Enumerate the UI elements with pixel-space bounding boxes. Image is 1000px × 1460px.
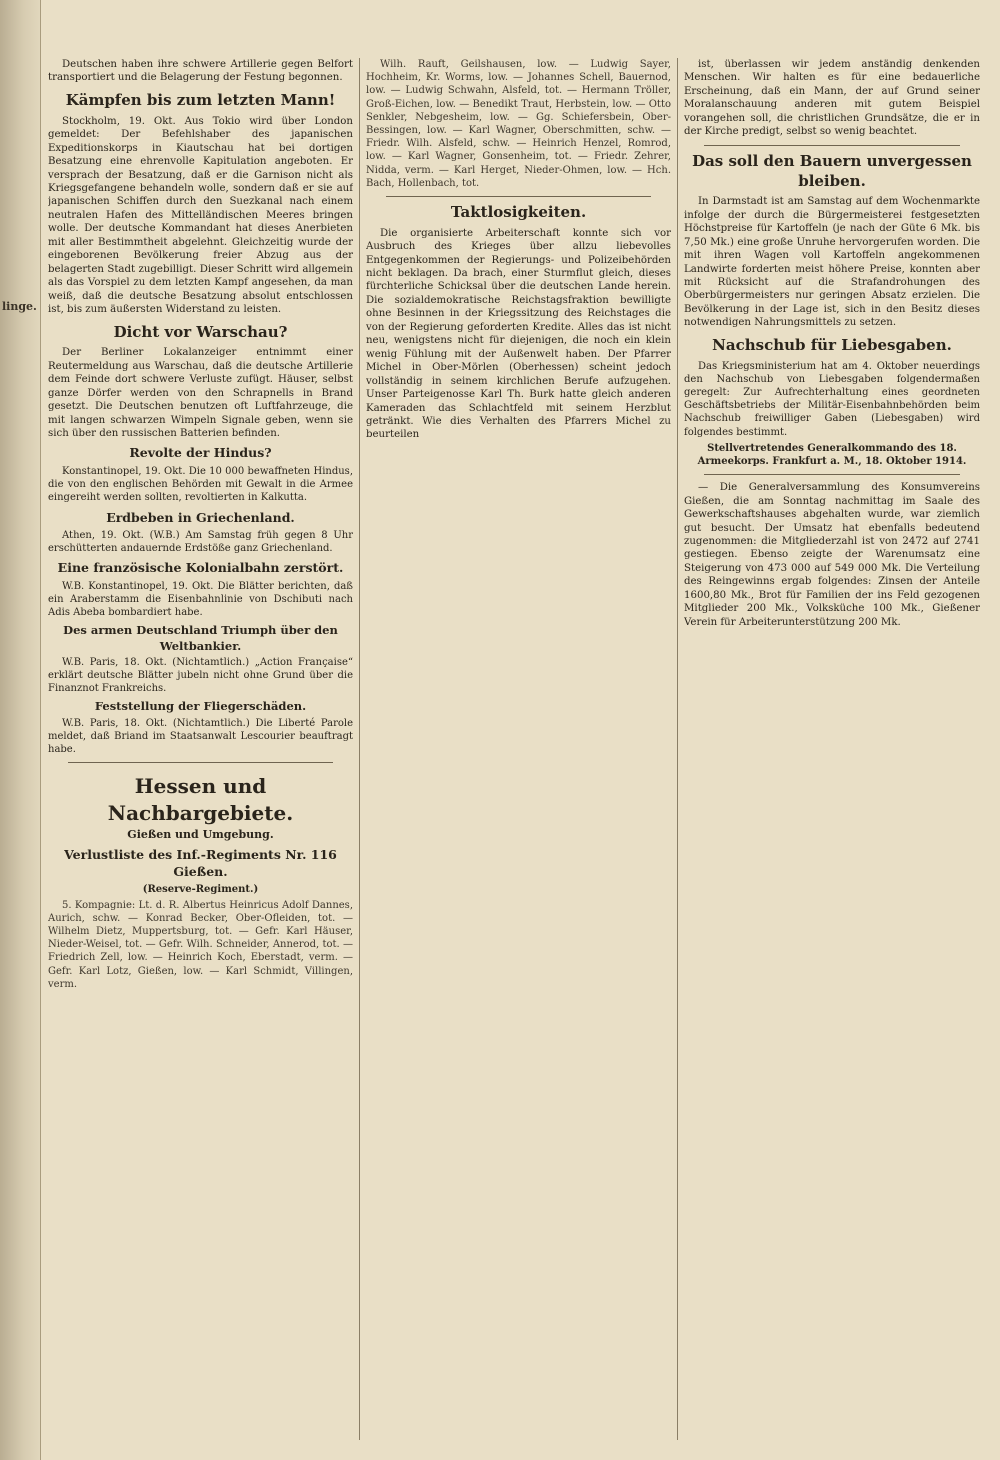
headline-revolte: Revolte der Hindus? — [129, 445, 272, 461]
headline-bauern: Das soll den Bauern unvergessen bleiben. — [692, 151, 972, 190]
article-revolte: Konstantinopel, 19. Okt. Die 10 000 bewaffneten Hindus, die von den englischen Behörden mit Gewalt in die Armee eingereiht werden sollten, revoltierten in Kalkutta. — [48, 465, 353, 504]
article-konsumverein: — Die Generalversammlung des Konsumvereins Gießen, die am Sonntag nachmittag im Saale des Gewerkschaftshauses abgehalten wurde, war ziemlich gut besucht. Der Umsatz hat ebenfalls bedeutend zugenommen: die Mitgliederzahl ist von 2472 auf 2741 gestiegen. Ebenso zeigte der Warenumsatz eine Steigerung von 473 000 auf 549 000 Mk. Die Verteilung des Reingewinns ergab folgendes: Zinsen der Anteile 1600,80 Mk., Brot für Familien der ins Feld gezogenen Mitglieder 200 Mk., Volksküche 100 Mk., Gießener Verein für Arbeiterunterstützung 200 Mk. — [684, 482, 980, 628]
section-divider — [704, 474, 960, 475]
article-continued: ist, überlassen wir jedem anständig denkenden Menschen. Wir halten es für eine bedauerliche Erscheinung, daß ein Mann, der auf Grund seiner Moralanschauung anderen mit gutem Beispiel vorangehen soll, die christlichen Grundsätze, die er in der Kirche predigt, selbst so wenig beachtet. — [684, 59, 980, 138]
headline-nachschub: Nachschub für Liebesgaben. — [712, 335, 952, 354]
column-2 — [366, 58, 671, 1440]
headline-erdbeben: Erdbeben in Griechenland. — [106, 509, 295, 525]
section-divider — [68, 762, 333, 763]
headline-hessen: Hessen und Nachbargebiete. — [107, 774, 294, 825]
subheadline-giessen: Gießen und Umgebung. — [127, 827, 274, 841]
article-taktlosigkeiten: Die organisierte Arbeiterschaft konnte sich vor Ausbruch des Krieges über allzu liebevolles Entgegenkommen der Regierungs- und Polizeibehörden nicht beklagen. Da brach, einer Sturmflut gleich, dieses fürchterliche Schicksal über die deutschen Lande herein. Die sozialdemokratische Reichstagsfraktion bewilligte ohne Besinnen in der Kriegssitzung des Reichstages die von der Regierung geforderten Kredite. Alles das ist nicht neu, wenigstens nicht für diejenigen, die noch ein klein wenig Fühlung mit der Außenwelt haben. Der Pfarrer Michel in Ober-Mörlen (Oberhessen) scheint jedoch vollständig in seinem kirchlichen Berufe aufzugehen. Unser Parteigenosse Karl Th. Burk hatte gleich anderen Kameraden das Schlachtfeld mit seinem Herzblut getränkt. Wie dies Verhalten des Pfarrers Michel zu beurteilen — [366, 227, 671, 441]
headline-flieger: Feststellung der Fliegerschäden. — [94, 699, 307, 714]
article-flieger: W.B. Paris, 18. Okt. (Nichtamtlich.) Die Liberté Parole meldet, daß Briand im Staatsanwalt Lescourier beauftragt habe. — [48, 717, 353, 755]
section-divider — [704, 145, 960, 146]
headline-kaempfen: Kämpfen bis zum letzten Mann! — [65, 90, 336, 109]
article-triumph: W.B. Paris, 18. Okt. (Nichtamtlich.) „Action Française“ erklärt deutsche Blätter jubeln nicht ohne Grund über die Finanznot Frankreichs. — [48, 656, 353, 695]
signature-line: Stellvertretendes Generalkommando des 18. Armeekorps. Frankfurt a. M., 18. Oktober 1914. — [697, 442, 967, 467]
article-erdbeben: Athen, 19. Okt. (W.B.) Am Samstag früh gegen 8 Uhr erschütterten andauernde Erdstöße ganz Griechenland. — [48, 530, 353, 555]
article-kolonialbahn: W.B. Konstantinopel, 19. Okt. Die Blätter berichten, daß ein Araberstamm die Eisenbahnlinie von Dschibuti nach Adis Abeba bombardiert habe. — [48, 580, 353, 619]
article-warschau: Der Berliner Lokalanzeiger entnimmt einer Reutermeldung aus Warschau, daß die deutsche Artillerie dem Feinde dort schwere Verluste zufügt. Häuser, selbst ganze Dörfer werden von den Schrapnells in Brand gesetzt. Die Deutschen benutzen oft Luftfahrzeuge, die mit langen schwarzen Wimpeln Signale geben, wenn sie sich über den russischen Batterien befinden. — [48, 347, 353, 440]
verlustliste-text: 5. Kompagnie: Lt. d. R. Albertus Heinricus Adolf Dannes, Aurich, schw. — Konrad Becker, Ober-Ofleiden, tot. — Wilhelm Dietz, Muppertsburg, tot. — Gefr. Karl Häuser, Nieder-Weisel, tot. — Gefr. Wilh. Schneider, Annerod, tot. — Friedrich Zell, low. — Heinrich Koch, Eberstadt, verm. — Gefr. Karl Lotz, Gießen, low. — Karl Schmidt, Villingen, verm. — [48, 899, 353, 990]
article-bauern: In Darmstadt ist am Samstag auf dem Wochenmarkte infolge der durch die Bürgermeisterei festgesetzten Höchstpreise für Kartoffeln (je nach der Güte 6 Mk. bis 7,50 Mk.) eine große Unruhe hervorgerufen worden. Die mit ihren Wagen voll Kartoffeln angekommenen Landwirte forderten meist höhere Preise, konnten aber mit Rücksicht auf die Strafandrohungen des Oberbürgermeisters nur geringen Absatz erzielen. Die Bevölkerung in der Lage ist, sich in den Besitz dieses notwendigen Nahrungsmittels zu setzen. — [684, 196, 980, 329]
headline-warschau: Dicht vor Warschau? — [113, 322, 288, 341]
gutter-text: linge. — [2, 300, 37, 313]
headline-triumph: Des armen Deutschland Triumph über den Weltbankier. — [63, 623, 338, 653]
article-kaempfen: Stockholm, 19. Okt. Aus Tokio wird über London gemeldet: Der Befehlshaber des japanischen Expeditionskorps in Kiautschau hat bei dortigen Besatzung eine ehrenvolle Kapitulation angeboten. Er versprach der Besatzung, daß er die Garnison nicht als Kriegsgefangene behandeln wolle, sondern daß er sie auf japanischen Schiffen durch den Suezkanal nach einem neutralen Hafen des Mittelländischen Meeres bringen wolle. Der deutsche Kommandant hat dieses Anerbieten mit aller Bestimmtheit abgelehnt. Gleichzeitig wurde der eingeborenen Bevölkerung freier Abzug aus der belagerten Stadt zugebilligt. Dieser Schritt wird allgemein als das Vorspiel zu dem letzten Kampf angesehen, da man weiß, daß die deutsche Besatzung absolut entschlossen ist, bis zum äußersten Widerstand zu leisten. — [48, 115, 353, 316]
headline-kolonialbahn: Eine französische Kolonialbahn zerstört. — [57, 560, 344, 576]
section-divider — [386, 196, 651, 197]
article-nachschub: Das Kriegsministerium hat am 4. Oktober neuerdings den Nachschub von Liebesgaben folgendermaßen geregelt: Zur Aufrechterhaltung eines geordneten Geschäftsbetriebs der Militär-Eisenbahnbehörden beim Nachschub freiwilliger Gaben (Liebesgaben) wird folgendes bestimmt. — [684, 360, 980, 438]
intro-paragraph: Deutschen haben ihre schwere Artillerie gegen Belfort transportiert und die Belagerung der Festung begonnen. — [48, 59, 353, 84]
binding-gutter — [0, 0, 41, 1460]
verlustliste-continued: Wilh. Rauft, Geilshausen, low. — Ludwig Sayer, Hochheim, Kr. Worms, low. — Johannes Schell, Bauernod, low. — Ludwig Schwahn, Alsfeld, tot. — Hermann Tröller, Groß-Eichen, low. — Benedikt Traut, Herbstein, low. — Otto Senkler, Nebgesheim, low. — Gg. Schiefersbein, Ober-Bessingen, low. — Karl Wagner, Oberschmitten, schw. — Friedr. Wilh. Alsfeld, schw. — Heinrich Henzel, Romrod, low. — Karl Wagner, Gonsenheim, tot. — Friedr. Zehrer, Nidda, verm. — Karl Herget, Nieder-Ohmen, low. — Hch. Bach, Hollenbach, tot. — [366, 59, 671, 189]
column-rule-1 — [359, 58, 360, 1440]
column-3 — [684, 58, 980, 1440]
subheadline-reserve: (Reserve-Regiment.) — [142, 884, 259, 896]
headline-taktlosigkeiten: Taktlosigkeiten. — [450, 202, 587, 221]
column-1 — [48, 58, 353, 1440]
headline-verlustliste: Verlustliste des Inf.-Regiments Nr. 116 Gießen. — [64, 847, 337, 879]
column-rule-2 — [677, 58, 678, 1440]
